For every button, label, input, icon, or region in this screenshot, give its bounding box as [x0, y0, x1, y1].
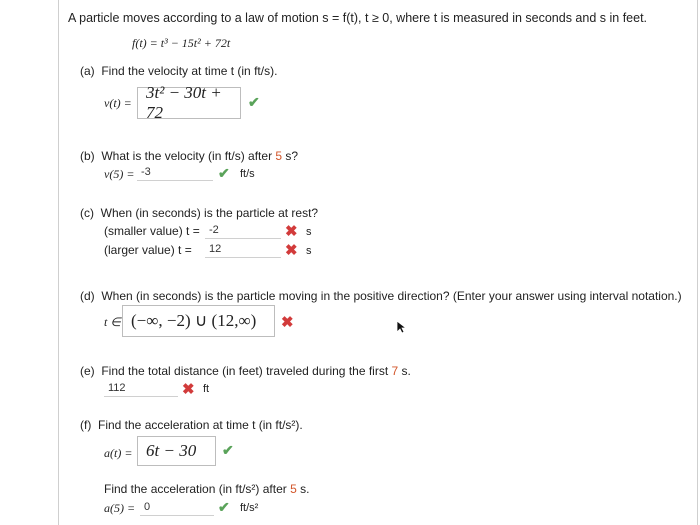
velocity-lhs: v(t) = — [104, 96, 132, 110]
larger-value-unit: s — [306, 245, 312, 257]
velocity-unit: ft/s — [240, 168, 255, 180]
part-a-prompt: (a) Find the velocity at time t (in ft/s). — [80, 64, 278, 78]
cross-icon: ✖ — [285, 242, 298, 259]
cross-icon: ✖ — [285, 223, 298, 240]
acceleration-at-5-lhs: a(5) = — [104, 501, 136, 515]
smaller-value-input[interactable] — [205, 222, 281, 239]
position-equation: f(t) = t³ − 15t² + 72t — [132, 36, 231, 50]
acceleration-answer-field[interactable]: 6t − 30 — [137, 436, 216, 466]
part-d-prompt: (d) When (in seconds) is the particle moving in the positive direction? (Enter your answer using interval notation.) — [80, 289, 682, 303]
check-icon: ✔ — [222, 442, 234, 458]
smaller-value-unit: s — [306, 226, 312, 238]
larger-value-input[interactable] — [205, 241, 281, 258]
check-icon: ✔ — [218, 499, 230, 515]
velocity-answer-field[interactable]: 3t² − 30t + 72 — [137, 87, 241, 119]
problem-statement: A particle moves according to a law of motion s = f(t), t ≥ 0, where t is measured in seconds and s in feet. — [68, 11, 648, 25]
part-b-prompt: (b) What is the velocity (in ft/s) after 5 s? — [80, 149, 299, 163]
mouse-cursor-icon — [396, 320, 408, 334]
part-f-prompt: (f) Find the acceleration at time t (in ft/s²). — [80, 418, 303, 432]
acceleration-lhs: a(t) = — [104, 446, 133, 460]
part-e-prompt: (e) Find the total distance (in feet) traveled during the first 7 s. — [80, 364, 411, 378]
larger-value-label: (larger value) t = — [104, 243, 192, 257]
acceleration-at-5-prompt: Find the acceleration (in ft/s²) after 5 s. — [104, 482, 310, 496]
velocity-at-5-lhs: v(5) = — [104, 167, 135, 181]
smaller-value-label: (smaller value) t = — [104, 224, 200, 238]
velocity-at-5-input[interactable] — [137, 164, 213, 181]
acceleration-at-5-input[interactable] — [140, 499, 214, 516]
check-icon: ✔ — [218, 165, 230, 181]
interval-lhs: t ∈ — [104, 315, 121, 329]
distance-input[interactable] — [104, 380, 178, 397]
part-c-prompt: (c) When (in seconds) is the particle at rest? — [80, 206, 319, 220]
interval-answer-field[interactable]: (−∞, −2) ∪ (12,∞) — [122, 305, 275, 337]
check-icon: ✔ — [248, 94, 260, 110]
distance-unit: ft — [203, 383, 210, 395]
cross-icon: ✖ — [281, 314, 294, 331]
cross-icon: ✖ — [182, 381, 195, 398]
acceleration-unit: ft/s² — [240, 502, 259, 514]
